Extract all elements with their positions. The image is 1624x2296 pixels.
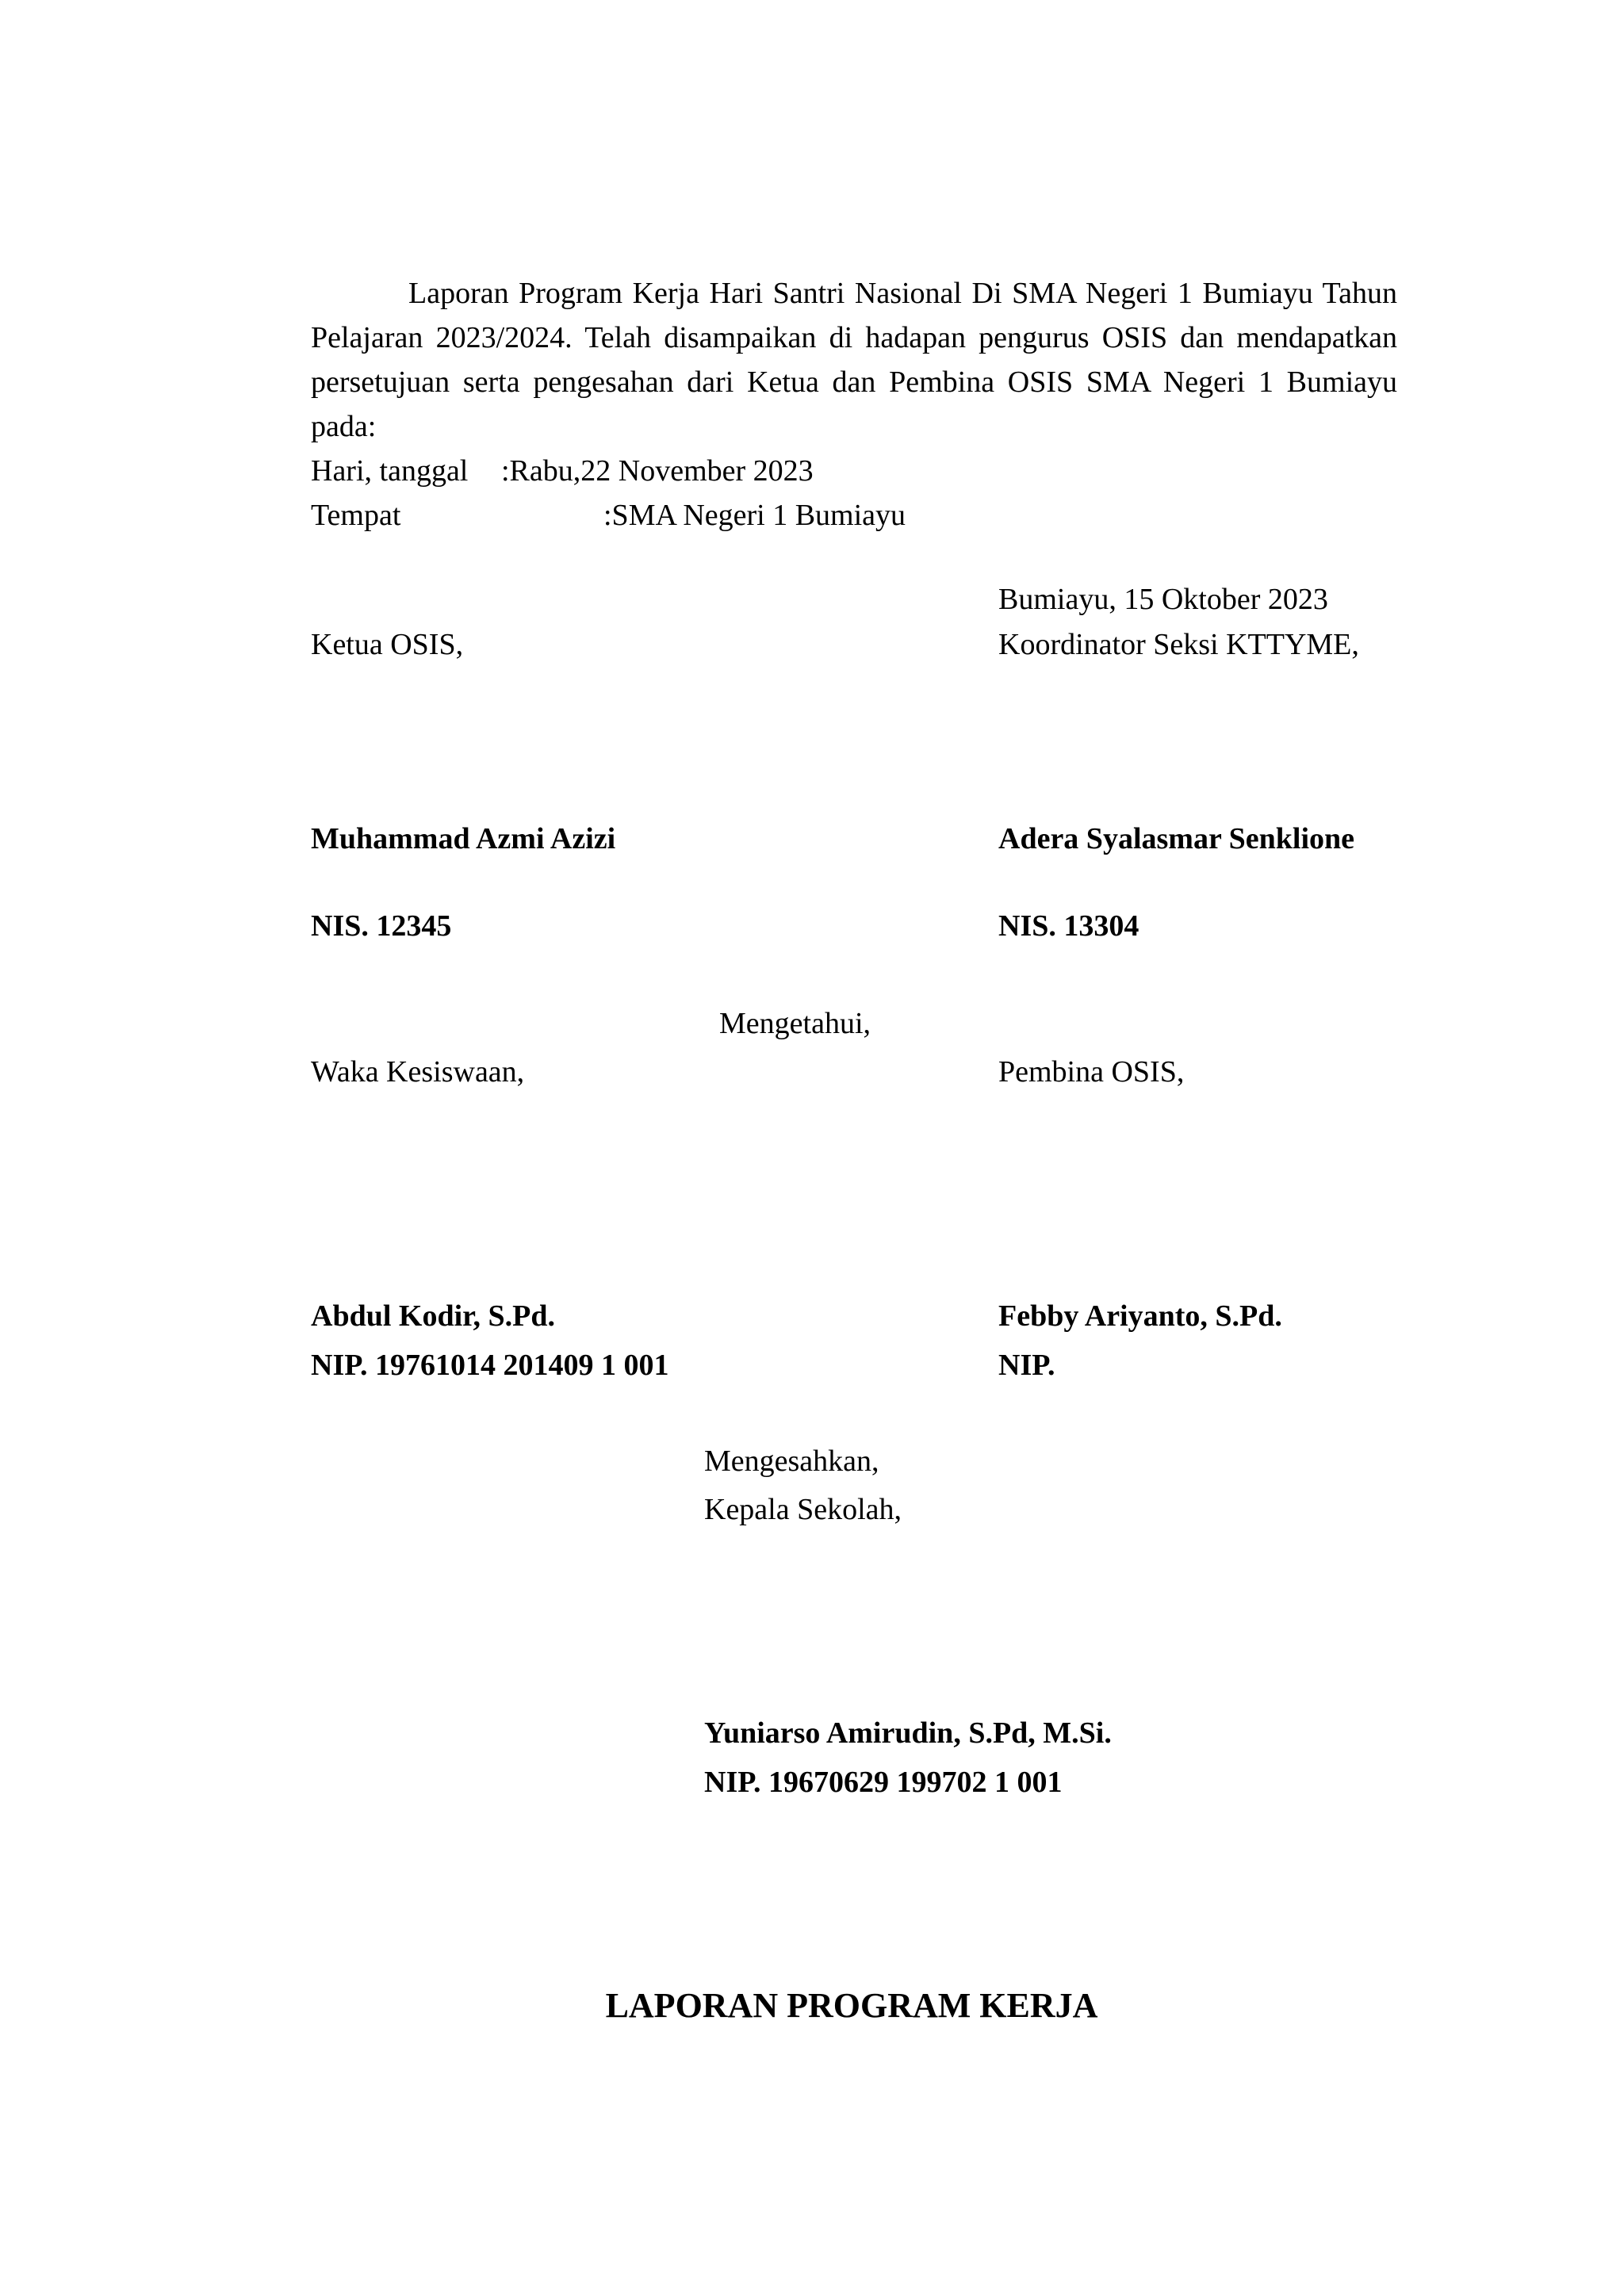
approval-paragraph: Laporan Program Kerja Hari Santri Nasional Di SMA Negeri 1 Bumiayu Tahun Pelajaran 2023/2024. Telah disampaikan di hadapan pengurus OSIS dan mendapatkan persetujuan serta pengesahan dari Ketua dan Pembina OSIS SMA Negeri 1 Bumiayu pada: [311,277,1397,443]
koordinator-role: Koordinator Seksi KTTYME, [998,628,1359,661]
place-label: Tempat [311,499,401,532]
date-row [311,449,1025,493]
kepsek-name: Yuniarso Amirudin, S.Pd, M.Si. [704,1716,1112,1750]
place-value: :SMA Negeri 1 Bumiayu [603,499,906,532]
place-row [311,493,1025,538]
koordinator-id: NIS. 13304 [998,909,1139,943]
mengesahkan-label: Mengesahkan, [704,1445,879,1478]
koordinator-name: Adera Syalasmar Senklione [998,822,1355,855]
ketua-id: NIS. 12345 [311,909,452,943]
kepsek-role: Kepala Sekolah, [704,1493,902,1526]
date-value: :Rabu,22 November 2023 [501,454,814,488]
mengetahui-label: Mengetahui, [719,1007,871,1040]
ketua-name: Muhammad Azmi Azizi [311,822,616,855]
kepsek-id: NIP. 19670629 199702 1 001 [704,1766,1063,1799]
pembina-id: NIP. [998,1349,1055,1382]
waka-role: Waka Kesiswaan, [311,1055,525,1089]
ketua-role: Ketua OSIS, [311,628,464,661]
waka-name: Abdul Kodir, S.Pd. [311,1299,556,1333]
report-heading: LAPORAN PROGRAM KERJA [605,1986,1098,2025]
approval-statement [311,271,1397,449]
pembina-name: Febby Ariyanto, S.Pd. [998,1299,1282,1333]
place-date: Bumiayu, 15 Oktober 2023 [998,583,1328,616]
date-label: Hari, tanggal [311,454,469,488]
pembina-role: Pembina OSIS, [998,1055,1185,1089]
waka-id: NIP. 19761014 201409 1 001 [311,1349,669,1382]
